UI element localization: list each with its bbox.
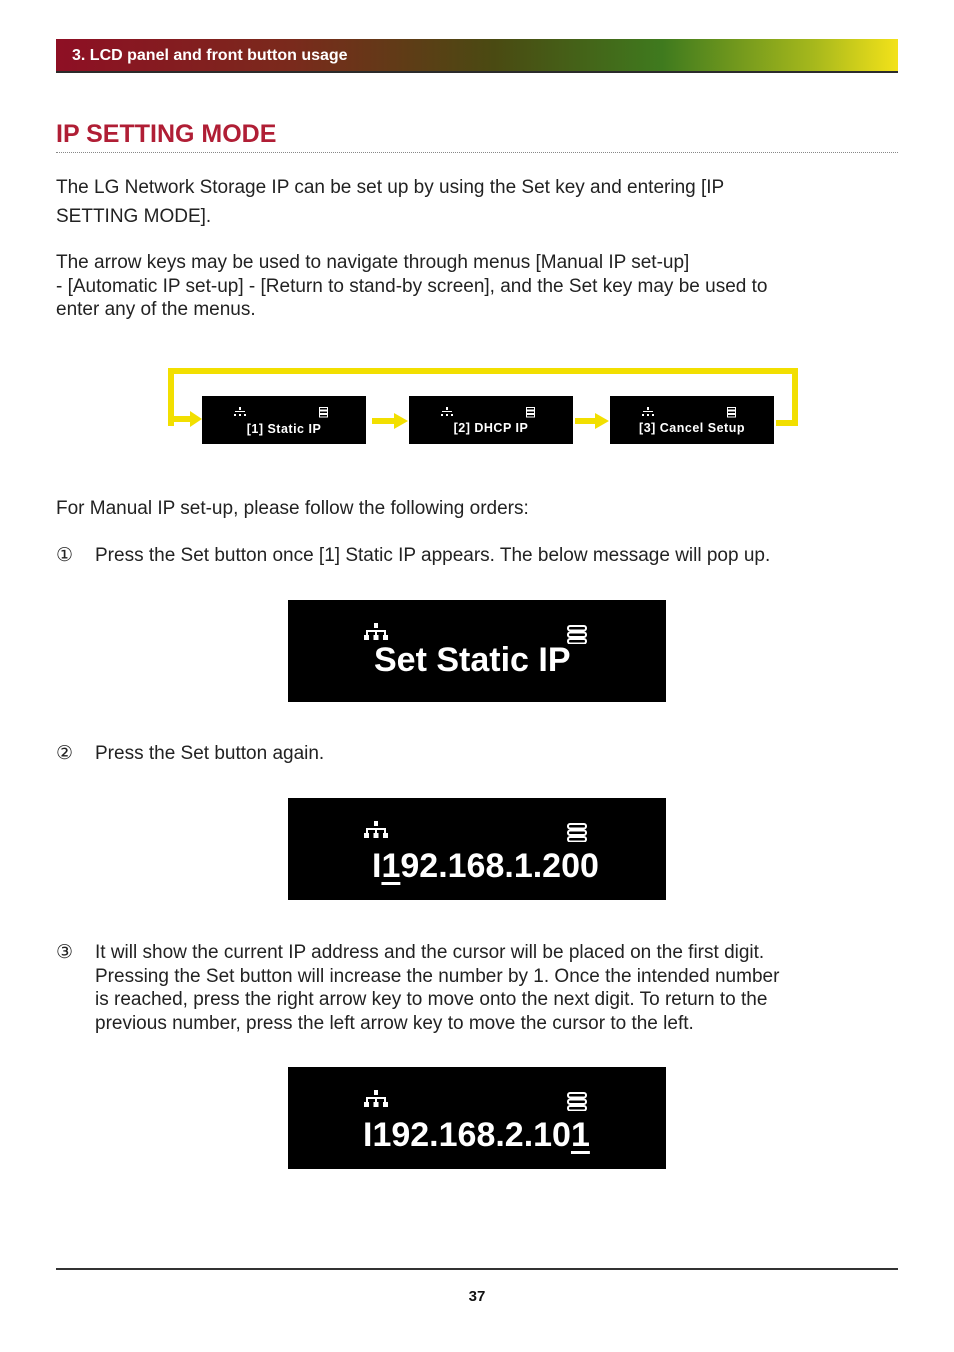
flow-item-static-ip [202, 396, 366, 444]
storage-icon [319, 407, 328, 418]
storage-icon [526, 407, 535, 418]
network-icon [642, 407, 654, 417]
step-marker: ① [56, 545, 74, 566]
manual-setup-lead: For Manual IP set-up, please follow the following orders: [56, 498, 529, 519]
chapter-title: 3. LCD panel and front button usage [72, 47, 348, 64]
lcd-panel-ip-last-digit [288, 1067, 666, 1169]
loop-line-return [776, 420, 798, 426]
step-text: Press the Set button once [1] Static IP appears. The below message will pop up. [95, 545, 771, 566]
step-text: Press the Set button again. [95, 743, 325, 764]
network-icon [441, 407, 453, 417]
lcd-display-ip: I192.168.2.101 [363, 1116, 590, 1154]
storage-icon [727, 407, 736, 418]
chapter-header-bar [56, 39, 898, 73]
lcd-display-text: Set Static IP [374, 641, 571, 679]
flow-item-label: [2] DHCP IP [453, 421, 529, 435]
title-divider [56, 152, 898, 153]
step-marker: ② [56, 743, 74, 764]
intro-paragraph-2: The arrow keys may be used to navigate through menus [Manual IP set-up] - [Automatic IP set-up] - [Return to stand-by screen], and the Set key may be used to enter any of the menus. [56, 252, 768, 320]
step-text: It will show the current IP address and the cursor will be placed on the first digit. Pressing the Set button will increase the number by 1. Once the intended number is reached, press the right arrow key to move onto the next digit. To return to the previous number, press the left arrow key to move the cursor to the left. [95, 942, 780, 1034]
arrow-right-icon [575, 413, 609, 429]
flow-item-label: [1] Static IP [246, 422, 322, 436]
storage-icon [567, 1092, 587, 1111]
loop-line-top [168, 368, 798, 374]
network-icon [234, 407, 246, 417]
arrow-right-icon [372, 413, 408, 429]
lcd-panel-set-static-ip [288, 600, 666, 702]
flow-item-dhcp-ip [409, 396, 573, 444]
lcd-display-ip: I192.168.1.200 [372, 847, 599, 885]
network-icon [364, 821, 388, 839]
menu-flow-diagram [166, 366, 800, 450]
lcd-cursor: 1 [381, 847, 401, 885]
intro-paragraph-1: The LG Network Storage IP can be set up by using the Set key and entering [IP SETTING MODE]. [56, 177, 725, 227]
page-number: 37 [468, 1288, 486, 1305]
section-title: IP SETTING MODE [56, 120, 277, 148]
storage-icon [567, 823, 587, 842]
arrow-right-icon [170, 411, 202, 427]
loop-line-right [792, 368, 798, 426]
network-icon [364, 1090, 388, 1108]
flow-item-cancel-setup [610, 396, 774, 444]
step-marker: ③ [56, 942, 74, 963]
network-icon [364, 623, 388, 641]
lcd-cursor: 1 [570, 1116, 590, 1154]
flow-item-label: [3] Cancel Setup [639, 421, 745, 435]
lcd-panel-ip-first-digit [288, 798, 666, 900]
footer-divider [56, 1268, 898, 1270]
